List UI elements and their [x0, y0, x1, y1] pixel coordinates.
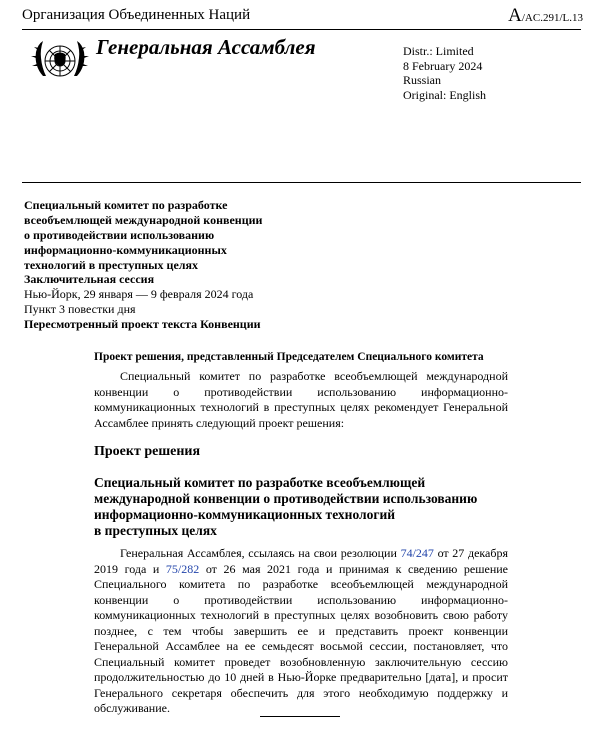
intro-title: Проект решения, представленный Председателем Специального комитета — [94, 351, 484, 363]
assembly-title: Генеральная Ассамблея — [96, 35, 316, 59]
draft-title-line: международной конвенции о противодействии использованию — [94, 491, 478, 506]
intro-paragraph-text: Специальный комитет по разработке всеобъемлющей международной конвенции о противодействии использованию информационно-коммуникационных технологий в преступных целях рекомендует Генеральной Ассамблее принять следующий проект решения: — [94, 369, 508, 430]
decision-text-3: от 26 мая 2021 года и принимая к сведению решение Специального комитета по разработке всеобъемлющей международной конвенции о противодействии использованию информационно-коммуникационных технологий в преступных целях возобновить свою работу позднее, с тем чтобы завершить ее и представить проект конвенции Генеральной Ассамблее на ее семьдесят восьмой сессии, постановляет, что Специальный комитет проведет возобновленную заключительную сессию продолжительностью до 10 дней в Нью-Йорке предварительно [дата], и просит Генерального секретаря обеспечить для этого необходимую поддержку и обслуживание. — [94, 561, 508, 715]
distribution-status: Distr.: Limited — [403, 44, 474, 58]
distribution-language: Russian — [403, 73, 442, 87]
distribution-original: Original: English — [403, 87, 486, 102]
session-place-dates: Нью-Йорк, 29 января — 9 февраля 2024 года — [24, 287, 254, 301]
committee-name-line: информационно-коммуникационных — [24, 243, 227, 257]
organization-name: Организация Объединенных Наций — [22, 7, 251, 23]
agenda-item: Пункт 3 повестки дня — [24, 302, 136, 316]
session-info — [24, 272, 261, 332]
un-emblem-icon — [26, 36, 94, 86]
committee-name-line: Специальный комитет по разработке — [24, 198, 228, 212]
draft-heading: Проект решения — [94, 444, 201, 459]
draft-title-line: в преступных целях — [94, 523, 217, 538]
header-rule — [22, 29, 581, 30]
symbol-prefix: A — [508, 5, 522, 26]
section-rule — [22, 182, 581, 183]
resolution-link-75-282[interactable]: 75/282 — [165, 561, 200, 576]
symbol-suffix: /AC.291/L.13 — [521, 12, 583, 24]
committee-name-line: технологий в преступных целях — [24, 258, 199, 272]
decision-text-1: Генеральная Ассамблея, ссылаясь на свои резолюции — [120, 546, 397, 560]
draft-title-line: информационно-коммуникационных технологий — [94, 507, 396, 522]
resolution-link-74-247[interactable]: 74/247 — [400, 546, 434, 560]
decision-text-2: от 27 декабря 2019 года и — [94, 546, 508, 576]
committee-name — [24, 198, 324, 273]
distribution-block — [403, 44, 486, 102]
draft-title — [94, 475, 514, 539]
footer-rule — [260, 716, 340, 717]
draft-title-line: Специальный комитет по разработке всеобъемлющей — [94, 475, 426, 490]
intro-paragraph — [94, 369, 508, 431]
session-label: Заключительная сессия — [24, 272, 155, 286]
agenda-title: Пересмотренный проект текста Конвенции — [24, 317, 261, 331]
committee-name-line: о противодействии использованию — [24, 228, 215, 242]
committee-name-line: всеобъемлющей международной конвенции — [24, 213, 263, 227]
decision-paragraph — [94, 546, 508, 717]
document-symbol — [508, 5, 583, 27]
distribution-date: 8 February 2024 — [403, 58, 483, 73]
